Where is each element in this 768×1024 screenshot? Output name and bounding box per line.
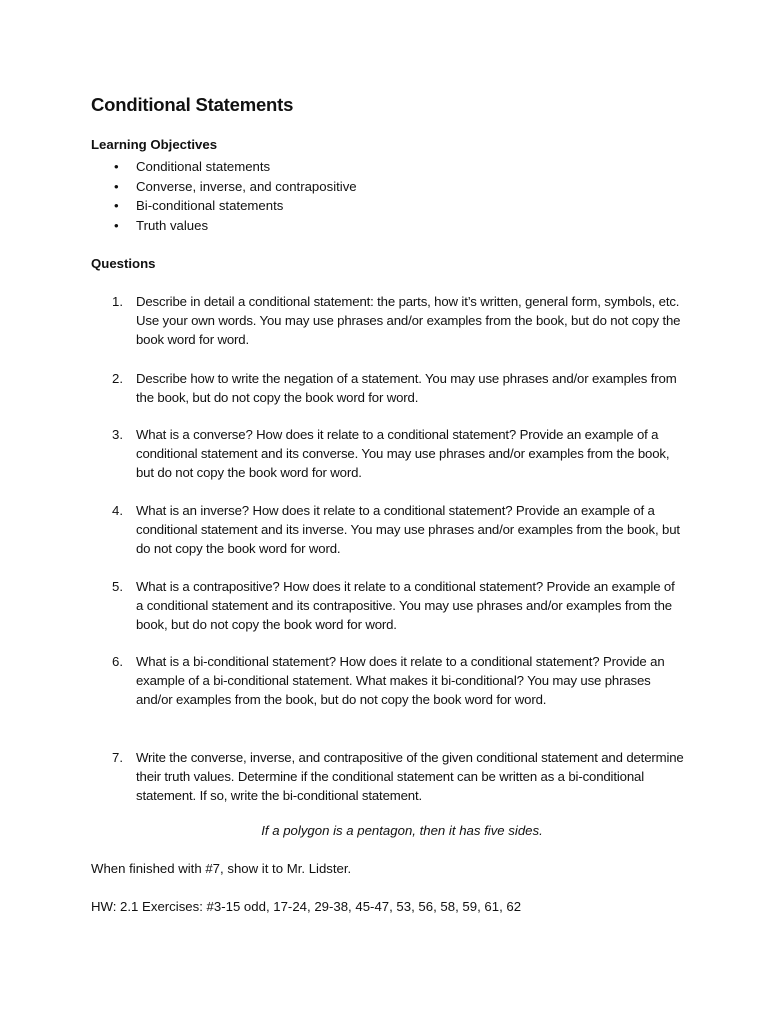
question-number: 2.	[112, 371, 123, 386]
learning-objectives-heading: Learning Objectives	[91, 137, 218, 152]
bullet-icon: •	[114, 159, 119, 174]
question-text: Write the converse, inverse, and contrapositive of the given conditional statement and determine their truth values. Determine if the conditional statement can be written as a bi-conditional statement. If so, write the bi-conditional statement.	[136, 750, 684, 803]
objective-text: Converse, inverse, and contrapositive	[136, 178, 357, 194]
question-number: 7.	[112, 750, 123, 765]
objective-text: Truth values	[136, 217, 209, 233]
objective-text: Bi-conditional statements	[136, 198, 284, 213]
objective-text: Conditional statements	[136, 159, 271, 174]
question-text: Describe in detail a conditional statement: the parts, how it’s written, general form, symbols, etc. Use your own words. You may use phrases and/or examples from the book, but do not copy the book word for word.	[136, 294, 681, 347]
homework-assignment: HW: 2.1 Exercises: #3-15 odd, 17-24, 29-38, 45-47, 53, 56, 58, 59, 61, 62	[91, 899, 522, 914]
bullet-icon: •	[114, 178, 119, 194]
question-number: 6.	[112, 654, 123, 669]
question-text: What is a contrapositive? How does it relate to a conditional statement? Provide an example of a conditional statement and its contrapositive. You may use phrases and/or examples from the book, but do not copy the book word for word.	[136, 579, 675, 632]
question-number: 1.	[112, 294, 123, 309]
example-conditional-statement: If a polygon is a pentagon, then it has five sides.	[261, 823, 543, 838]
question-text: What is a converse? How does it relate to a conditional statement? Provide an example of a conditional statement and its converse. You may use phrases and/or examples from the book, but do not copy the book word for word.	[136, 427, 670, 480]
question-number: 3.	[112, 427, 123, 442]
questions-heading: Questions	[91, 256, 156, 271]
finished-note: When finished with #7, show it to Mr. Lidster.	[91, 861, 352, 876]
document-title: Conditional Statements	[91, 94, 294, 115]
question-number: 5.	[112, 579, 123, 594]
question-text: What is a bi-conditional statement? How does it relate to a conditional statement? Provide an example of a bi-conditional statement. What makes it bi-conditional? You may use phrases and/or examples from the book, but do not copy the book word for word.	[136, 654, 665, 707]
question-text: Describe how to write the negation of a statement. You may use phrases and/or examples from the book, but do not copy the book word for word.	[136, 371, 677, 405]
bullet-icon: •	[114, 198, 119, 213]
question-text: What is an inverse? How does it relate to a conditional statement? Provide an example of a conditional statement and its inverse. You may use phrases and/or examples from the book, but do not copy the book word for word.	[136, 503, 680, 556]
question-number: 4.	[112, 503, 123, 518]
bullet-icon: •	[114, 217, 119, 233]
